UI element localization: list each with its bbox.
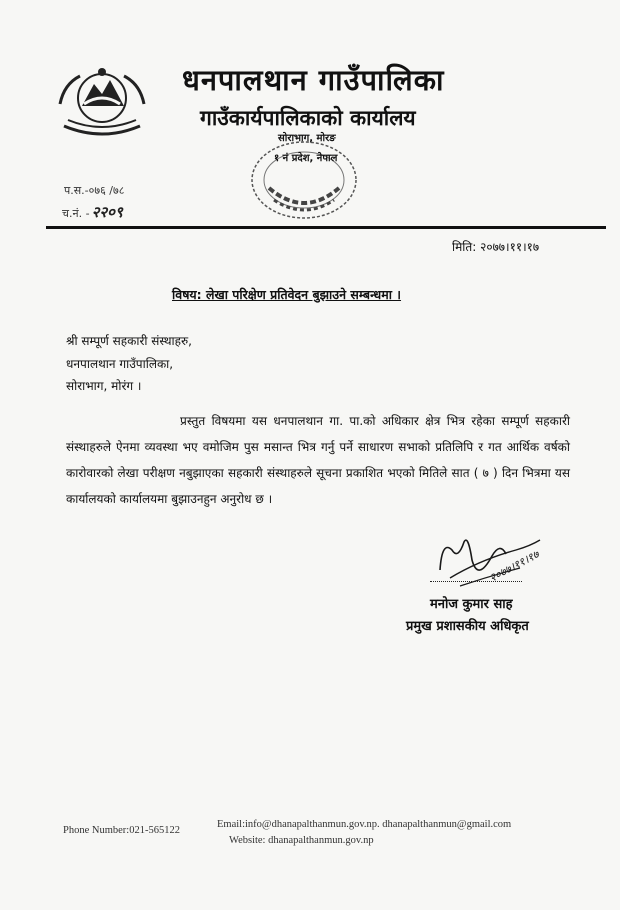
letter-date: मिति: २०७७।११।१७ [452,240,540,254]
header-divider [46,226,606,229]
signature-date: २०७७।११।१७ [487,547,542,585]
letter-subject: विषय: लेखा परिक्षेण प्रतिवेदन बुझाउने सम्बन्धमा । [172,287,402,302]
ref-fiscal-year: प.स.-०७६ /७८ [64,184,125,197]
ref-dispatch-number: २२०९ [91,203,123,221]
footer-email: Email:info@dhanapalthanmun.gov.np. dhanapalthanmun@gmail.com [217,819,512,830]
footer-website: Website: dhanapalthanmun.gov.np [229,835,374,846]
footer-phone: Phone Number:021-565122 [63,825,180,836]
nepal-emblem-icon [54,64,150,142]
addressee-line: धनपालथान गाउँपालिका, [66,357,174,371]
ref-dispatch [62,202,123,222]
office-name: धनपालथान गाउँपालिका [182,63,445,97]
office-address-line2: १ नं प्रदेश, नेपाल [274,153,338,164]
signature-line [430,581,522,582]
addressee-line: सोराभाग, मोरंग । [66,379,142,393]
handwritten-signature [420,520,560,600]
office-address-line1: सोराभाग, मोरङ [278,133,336,144]
addressee-line: श्री सम्पूर्ण सहकारी संस्थाहरु, [66,334,192,348]
signer-name: मनोज कुमार साह [430,597,513,612]
ref-dispatch-label: च.नं. - [62,207,90,220]
office-subtitle: गाउँकार्यपालिकाको कार्यालय [200,106,416,130]
signer-title: प्रमुख प्रशासकीय अधिकृत [406,619,529,634]
letter-body: प्रस्तुत विषयमा यस धनपालथान गा. पा.को अधिकार क्षेत्र भित्र रहेका सम्पूर्ण सहकारी संस्थाहरुले ऐनमा व्यवस्था भए वमोजिम पुस मसान्त भित्र गर्नु पर्ने साधारण सभाको प्रतिलिपि र गत आर्थिक वर्षको कारोवारको लेखा परीक्षण नबुझाएका सहकारी संस्थाहरुले सूचना प्रकाशित भएको मितिले सात ( ७ ) दिन भित्रमा यस कार्यालयको कार्यालयमा बुझाउनहुन अनुरोध छ । [66,414,570,506]
